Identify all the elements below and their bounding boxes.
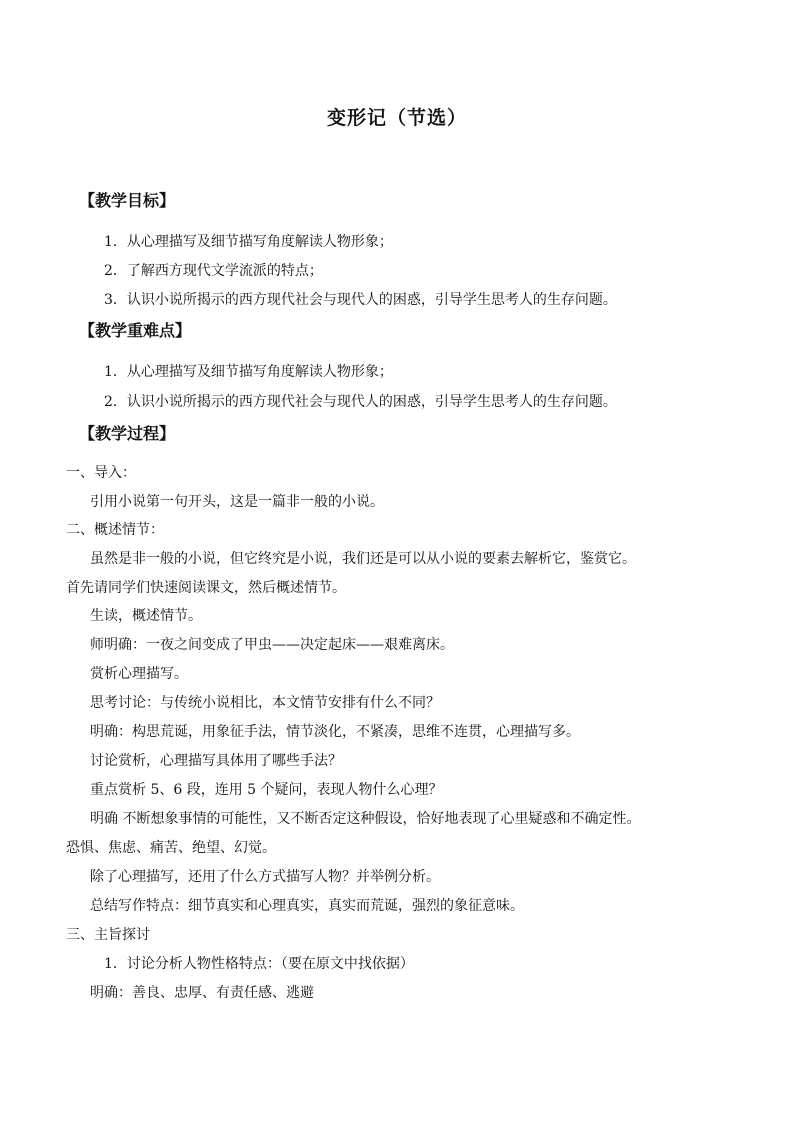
objective-item: 1．从心理描写及细节描写角度解读人物形象； [104,234,393,250]
paragraph: 除了心理描写，还用了什么方式描写人物？并举例分析。 [90,869,440,885]
paragraph: 生读，概述情节。 [90,608,202,624]
part-title-theme: 三、主旨探讨 [66,927,150,943]
paragraph: 恐惧、焦虑、痛苦、绝望、幻觉。 [66,840,276,856]
objective-item: 3．认识小说所揭示的西方现代社会与现代人的困惑，引导学生思考人的生存问题。 [104,292,617,308]
paragraph: 重点赏析 5、6 段，连用 5 个疑问，表现人物什么心理？ [90,782,443,798]
key-point-item: 1．从心理描写及细节描写角度解读人物形象； [104,364,393,380]
document-title: 变形记（节选） [326,107,467,129]
part-title-intro: 一、导入： [66,465,136,481]
objective-item: 2．了解西方现代文学流派的特点； [104,263,323,279]
section-heading-key-points: 【教学重难点】 [79,321,192,340]
paragraph: 赏析心理描写。 [90,666,188,682]
paragraph: 明确：善良、忠厚、有责任感、逃避 [90,985,314,1001]
paragraph: 引用小说第一句开头，这是一篇非一般的小说。 [90,494,384,510]
paragraph: 思考讨论：与传统小说相比，本文情节安排有什么不同？ [90,695,440,711]
paragraph: 首先请同学们快速阅读课文，然后概述情节。 [66,580,346,596]
paragraph: 1．讨论分析人物性格特点：（要在原文中找依据） [104,956,414,972]
section-heading-objectives: 【教学目标】 [79,191,176,210]
paragraph: 明确：构思荒诞，用象征手法，情节淡化，不紧凑，思维不连贯，心理描写多。 [90,724,580,740]
part-title-plot: 二、概述情节： [66,522,164,538]
section-heading-process: 【教学过程】 [79,424,176,443]
paragraph: 虽然是非一般的小说，但它终究是小说，我们还是可以从小说的要素去解析它，鉴赏它。 [90,551,636,567]
paragraph: 师明确：一夜之间变成了甲虫——决定起床——艰难离床。 [90,637,454,653]
paragraph: 明确 不断想象事情的可能性，又不断否定这种假设，恰好地表现了心里疑惑和不确定性。 [90,811,641,827]
paragraph: 总结写作特点：细节真实和心理真实，真实而荒诞，强烈的象征意味。 [90,898,524,914]
key-point-item: 2．认识小说所揭示的西方现代社会与现代人的困惑，引导学生思考人的生存问题。 [104,394,617,410]
paragraph: 讨论赏析，心理描写具体用了哪些手法？ [90,753,342,769]
